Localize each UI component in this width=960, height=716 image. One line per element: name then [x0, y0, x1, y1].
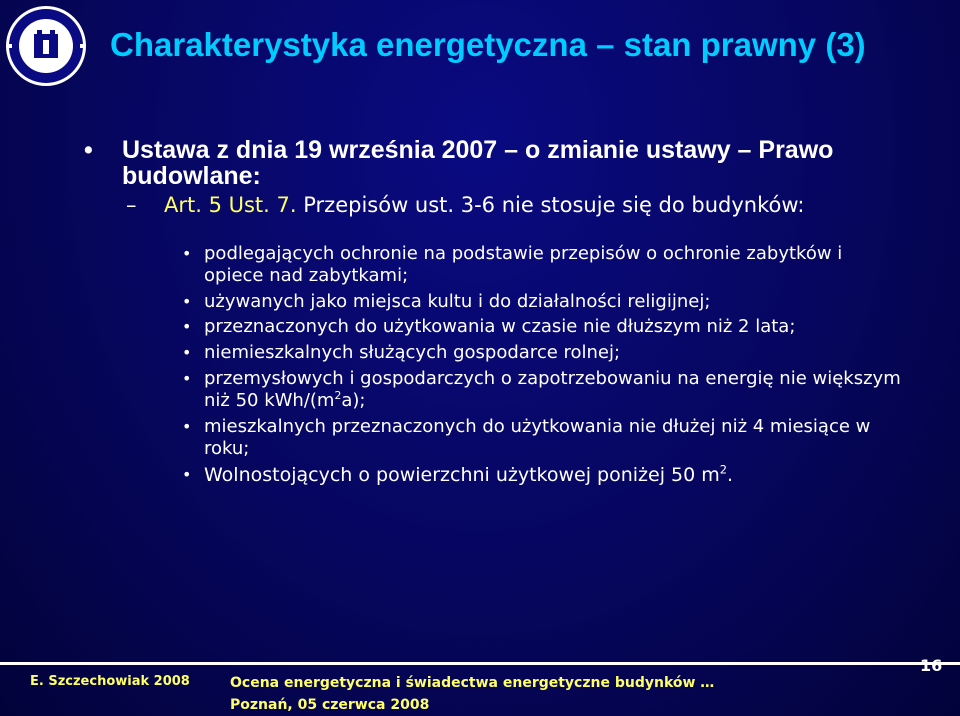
- bullet-dot-icon: •: [182, 317, 192, 336]
- bullet-dot-icon: •: [182, 417, 192, 436]
- sub-bullet-rest: Przepisów ust. 3-6 nie stosuje się do budynków:: [296, 193, 805, 217]
- sub-bullet-text: [164, 193, 884, 218]
- footer-info: [230, 672, 714, 716]
- list-item-text: przeznaczonych do użytkowania w czasie nie dłuższym niż 2 lata;: [204, 316, 796, 337]
- list-item: [182, 368, 902, 412]
- list-item-text: używanych jako miejsca kultu i do działalności religijnej;: [204, 291, 711, 312]
- list-item-text: przemysłowych i gospodarczych o zapotrzebowaniu na energię nie większym niż 50 kWh/$(m^2a)$;: [204, 368, 901, 411]
- main-bullet-text: Ustawa z dnia 19 września 2007 – o zmianie ustawy – Prawo budowlane:: [122, 136, 834, 190]
- list-item-text: Wolnostojących o powierzchni użytkowej poniżej 50 $m^2$.: [204, 462, 734, 486]
- page-number: 16: [920, 656, 943, 675]
- list-item: [182, 316, 902, 338]
- bullet-dot-icon: •: [182, 292, 192, 311]
- dash-marker: –: [126, 193, 137, 217]
- list-item: [182, 416, 902, 460]
- bullet-dot-icon: •: [182, 369, 192, 388]
- bullet-dot-icon: •: [182, 465, 192, 484]
- list-item: [182, 464, 902, 486]
- list-item: [182, 243, 902, 287]
- university-logo: [4, 4, 88, 88]
- bullet-dot-icon: •: [182, 343, 192, 362]
- article-reference: Art. 5 Ust. 7.: [164, 193, 297, 217]
- exemption-list: [182, 243, 902, 486]
- bullet-dot-icon: •: [84, 136, 93, 164]
- list-item: [182, 291, 902, 313]
- footer-author: E. Szczechowiak 2008: [30, 674, 190, 689]
- list-item: [182, 342, 902, 364]
- bullet-dot-icon: •: [182, 244, 192, 263]
- footer-course: Ocena energetyczna i świadectwa energetyczne budynków …: [230, 675, 715, 691]
- list-item-text: podlegających ochronie na podstawie przepisów o ochronie zabytków i opiece nad zabytkami;: [204, 243, 843, 286]
- footer-divider: [0, 662, 960, 665]
- slide-title: Charakterystyka energetyczna – stan prawny (3): [110, 26, 866, 63]
- footer-place-date: Poznań, 05 czerwca 2008: [230, 697, 430, 713]
- list-item-text: niemieszkalnych służących gospodarce rolnej;: [204, 342, 621, 363]
- list-item-text: mieszkalnych przeznaczonych do użytkowania nie dłużej niż 4 miesiące w roku;: [204, 416, 871, 459]
